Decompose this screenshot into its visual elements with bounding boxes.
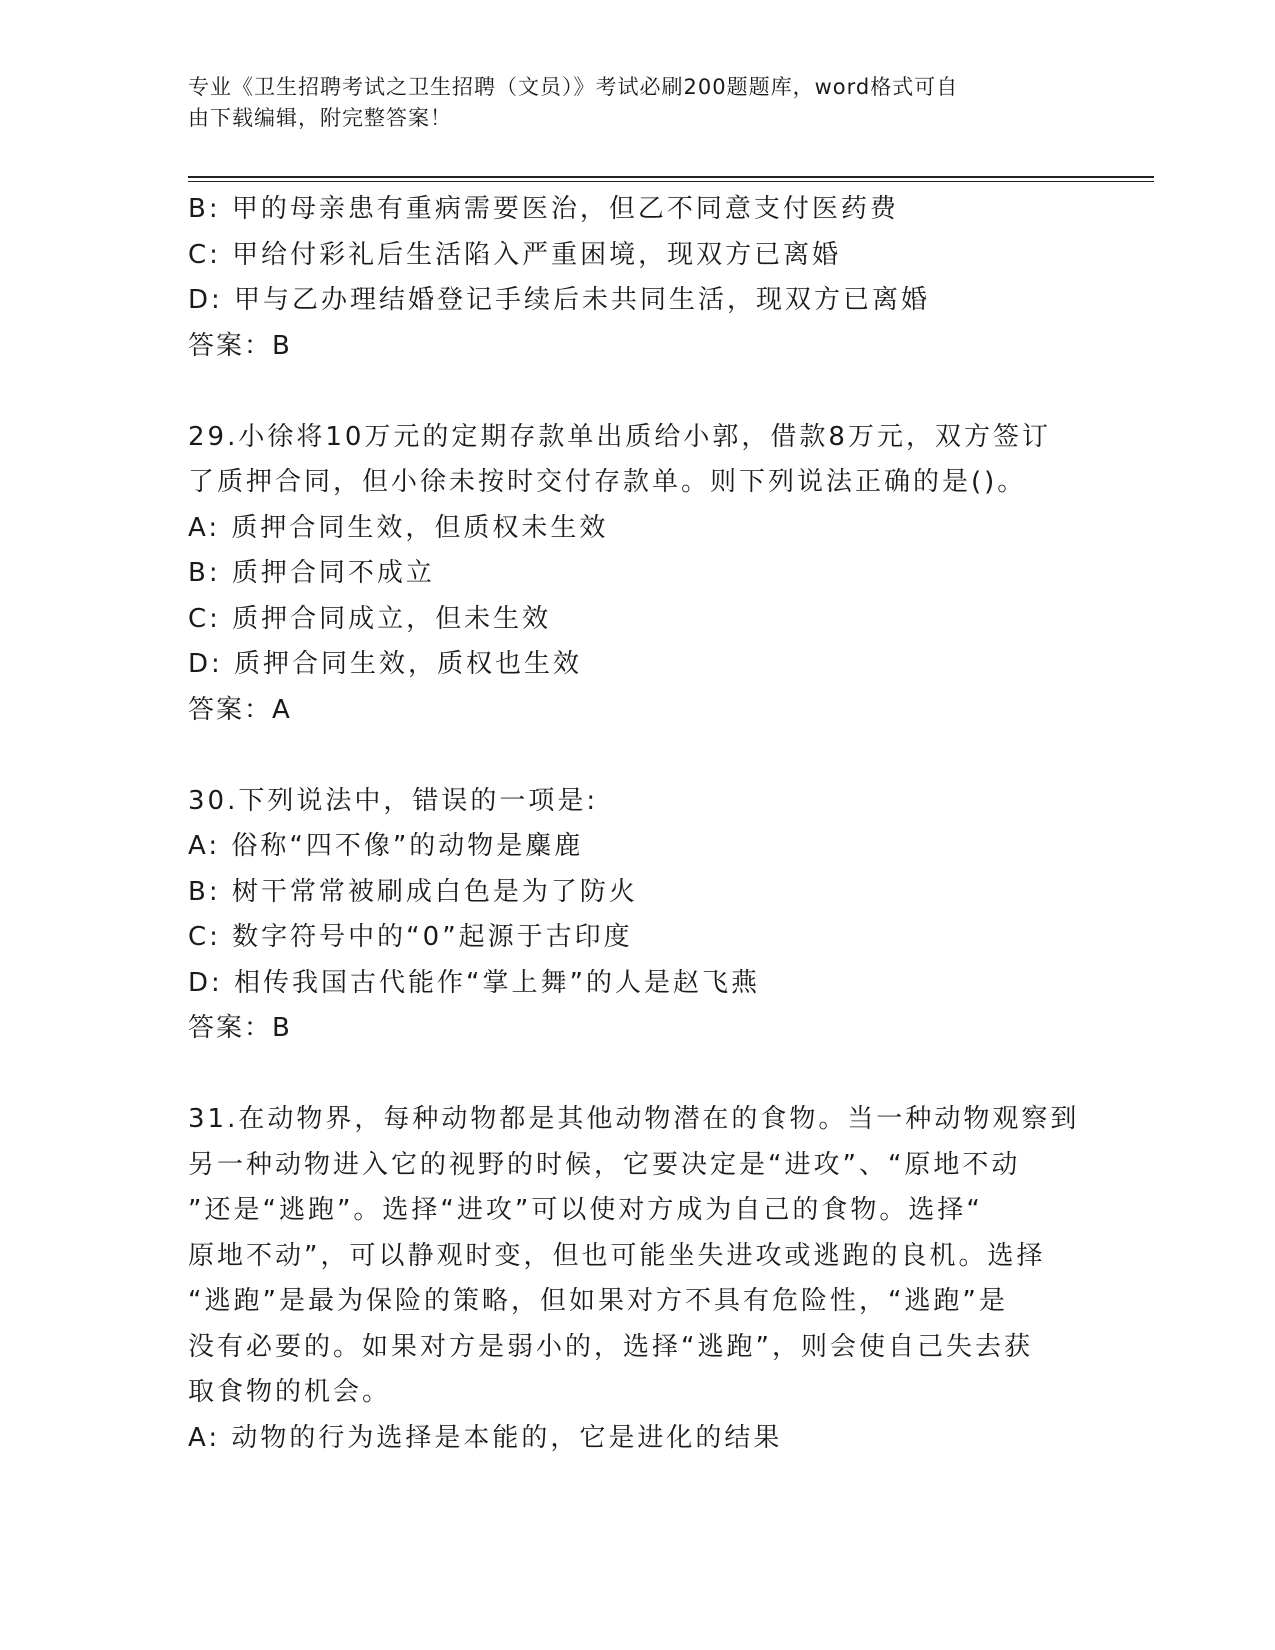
option-b: B: 甲的母亲患有重病需要医治，但乙不同意支付医药费 (188, 194, 899, 224)
header-line-2: 由下载编辑，附完整答案！ (188, 106, 452, 130)
document-header (188, 72, 1068, 134)
question-30 (188, 779, 1088, 1052)
question-28 (188, 187, 1088, 369)
option-c: C: 数字符号中的“0”起源于古印度 (188, 922, 633, 952)
question-stem-line: ”还是“逃跑”。选择“进攻”可以使对方成为自己的食物。选择“ (188, 1195, 983, 1225)
question-stem-line: 取食物的机会。 (188, 1377, 392, 1407)
option-a: A: 动物的行为选择是本能的，它是进化的结果 (188, 1422, 783, 1453)
option-c: C: 甲给付彩礼后生活陷入严重困境，现双方已离婚 (188, 239, 842, 270)
document-body (188, 187, 1088, 1461)
question-29 (188, 415, 1088, 734)
question-stem-line: 原地不动”，可以静观时变，但也可能坐失进攻或逃跑的良机。选择 (188, 1240, 1046, 1271)
answer: 答案：A (188, 694, 292, 725)
answer: 答案：B (188, 1013, 292, 1043)
option-a: A: 俗称“四不像”的动物是麋鹿 (188, 831, 584, 861)
answer: 答案：B (188, 330, 292, 361)
spacer (188, 369, 1088, 415)
spacer (188, 733, 1088, 779)
option-b: B: 质押合同不成立 (188, 558, 435, 588)
question-stem-line: 29.小徐将10万元的定期存款单出质给小郭，借款8万元，双方签订 (188, 421, 1051, 452)
header-line-1: 专业《卫生招聘考试之卫生招聘（文员）》考试必刷200题题库，word格式可自 (188, 75, 959, 99)
question-stem-line: 30.下列说法中，错误的一项是: (188, 785, 599, 816)
spacer (188, 1052, 1088, 1098)
header-divider-thin (188, 181, 1154, 182)
option-d: D: 甲与乙办理结婚登记手续后未共同生活，现双方已离婚 (188, 285, 931, 315)
option-a: A: 质押合同生效，但质权未生效 (188, 512, 609, 543)
header-divider-thick (188, 176, 1154, 178)
question-stem-line: 31.在动物界，每种动物都是其他动物潜在的食物。当一种动物观察到 (188, 1104, 1080, 1134)
option-c: C: 质押合同成立，但未生效 (188, 603, 552, 634)
question-stem-line: 没有必要的。如果对方是弱小的，选择“逃跑”，则会使自己失去获 (188, 1331, 1033, 1362)
question-stem-line: 另一种动物进入它的视野的时候，它要决定是“进攻”、“原地不动 (188, 1149, 1021, 1180)
option-b: B: 树干常常被刷成白色是为了防火 (188, 876, 638, 907)
question-stem-line: “逃跑”是最为保险的策略，但如果对方不具有危险性，“逃跑”是 (188, 1286, 1008, 1316)
question-stem-line: 了质押合同，但小徐未按时交付存款单。则下列说法正确的是()。 (188, 467, 1027, 497)
option-d: D: 相传我国古代能作“掌上舞”的人是赵飞燕 (188, 967, 760, 998)
option-d: D: 质押合同生效，质权也生效 (188, 649, 583, 679)
question-31 (188, 1097, 1088, 1461)
